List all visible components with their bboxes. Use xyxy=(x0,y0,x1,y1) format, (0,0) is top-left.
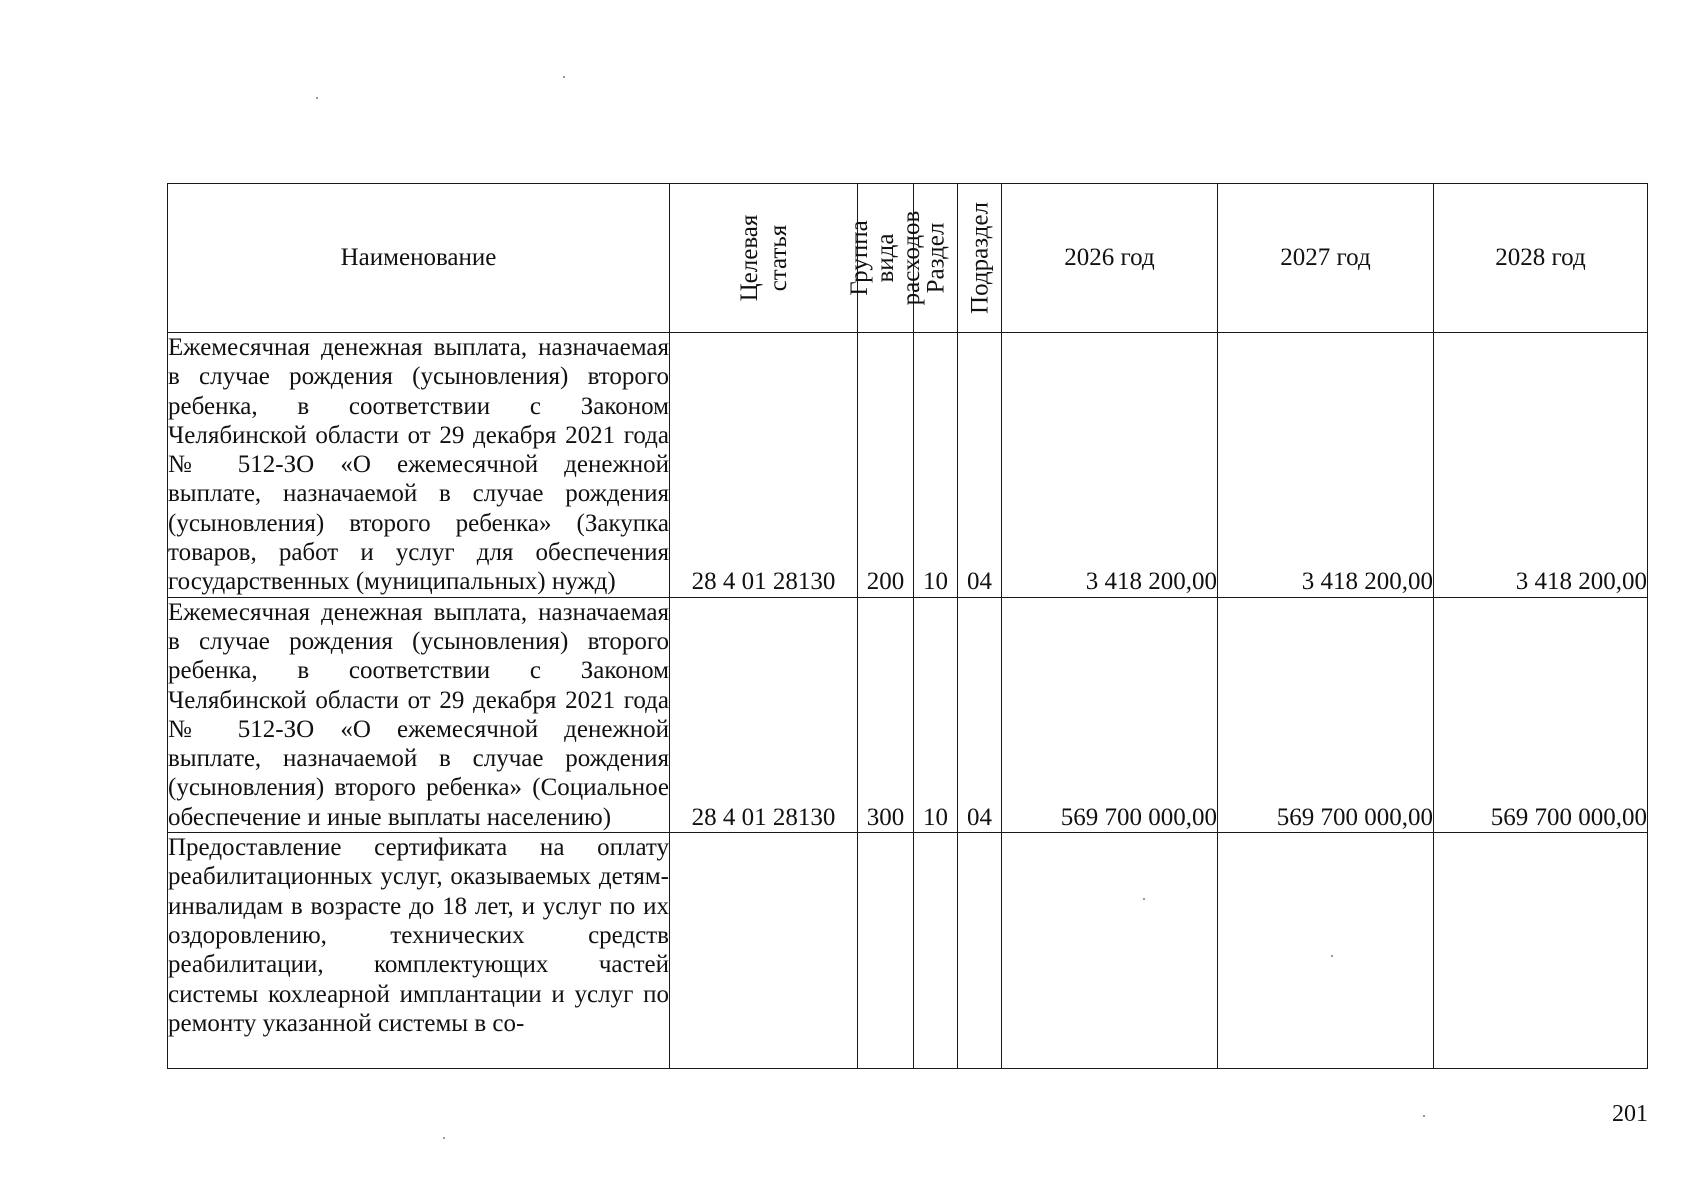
header-2027 xyxy=(1218,184,1434,333)
header-2027-label: 2027 год xyxy=(1280,244,1371,271)
row-section xyxy=(914,833,958,1069)
scan-speck xyxy=(316,97,318,99)
row-name: Предоставление сертификата на оплату реабилитационных услуг, оказываемых детям-инвалидам в возрасте до 18 лет, и услуг по их оздоровлению, технических средств реабилитации, комплектующих частей системы кохлеарной имплантации и услуг по ремонту указанной системы в со- xyxy=(168,833,670,1069)
row-name: Ежемесячная денежная выплата, назначаемая в случае рождения (усыновления) второго ребенка, в соответствии с Законом Челябинской области от 29 декабря 2021 года № 512-ЗО «О ежемесячной денежной выплате, назначаемой в случае рождения (усыновления) второго ребенка» (Закупка товаров, работ и услуг для обеспечения государственных (муниципальных) нужд) xyxy=(168,334,669,596)
header-target-article xyxy=(670,184,858,333)
row-target-article: 28 4 01 28130 xyxy=(670,333,858,598)
row-subsection: 04 xyxy=(958,597,1002,832)
header-section xyxy=(914,184,958,333)
row-amount-2027: 569 700 000,00 xyxy=(1218,597,1434,832)
row-expense-group: 300 xyxy=(858,597,914,832)
header-2028 xyxy=(1434,184,1648,333)
row-amount-2026: 569 700 000,00 xyxy=(1002,597,1218,832)
header-subsection xyxy=(958,184,1002,333)
budget-table-container xyxy=(167,183,1647,1081)
header-2028-label: 2028 год xyxy=(1495,244,1586,271)
scan-speck xyxy=(1331,955,1333,957)
table-row xyxy=(168,833,1648,1069)
header-2026 xyxy=(1002,184,1218,333)
row-expense-group xyxy=(858,833,914,1069)
table-row xyxy=(168,597,1648,832)
row-expense-group: 200 xyxy=(858,333,914,598)
header-section-label: Раздел xyxy=(922,222,949,294)
table-header-row xyxy=(168,184,1648,333)
header-expense-group xyxy=(845,184,925,333)
row-amount-2026: 3 418 200,00 xyxy=(1002,333,1218,598)
row-subsection: 04 xyxy=(958,333,1002,598)
row-amount-2027 xyxy=(1218,833,1434,1069)
row-amount-2028: 569 700 000,00 xyxy=(1434,597,1648,832)
scan-speck xyxy=(1143,898,1145,900)
row-amount-2028: 3 418 200,00 xyxy=(1434,333,1648,598)
row-section: 10 xyxy=(914,597,958,832)
page-number: 201 xyxy=(1612,1101,1648,1127)
row-amount-2026 xyxy=(1002,833,1218,1069)
header-name xyxy=(168,184,670,333)
header-subsection-label: Подраздел xyxy=(966,202,993,314)
row-amount-2027: 3 418 200,00 xyxy=(1218,333,1434,598)
row-name: Ежемесячная денежная выплата, назначаемая в случае рождения (усыновления) второго ребенка, в соответствии с Законом Челябинской области от 29 декабря 2021 года № 512-ЗО «О ежемесячной денежной выплате, назначаемой в случае рождения (усыновления) второго ребенка» (Социальное обеспечение и иные выплаты населению) xyxy=(168,598,669,831)
scan-speck xyxy=(1423,1115,1425,1117)
row-section: 10 xyxy=(914,333,958,598)
scan-speck xyxy=(443,1137,445,1139)
scan-speck xyxy=(563,76,565,78)
row-amount-2028 xyxy=(1434,833,1648,1069)
row-target-article: 28 4 01 28130 xyxy=(670,597,858,832)
row-subsection xyxy=(958,833,1002,1069)
table-row xyxy=(168,333,1648,598)
header-2026-label: 2026 год xyxy=(1064,244,1155,271)
header-target-article-label: Целевая статья xyxy=(735,214,792,302)
header-name-label: Наименование xyxy=(340,244,497,271)
row-target-article xyxy=(670,833,858,1069)
budget-table xyxy=(167,183,1648,1069)
header-expense-group-label: Группа вида расходов xyxy=(845,210,925,306)
